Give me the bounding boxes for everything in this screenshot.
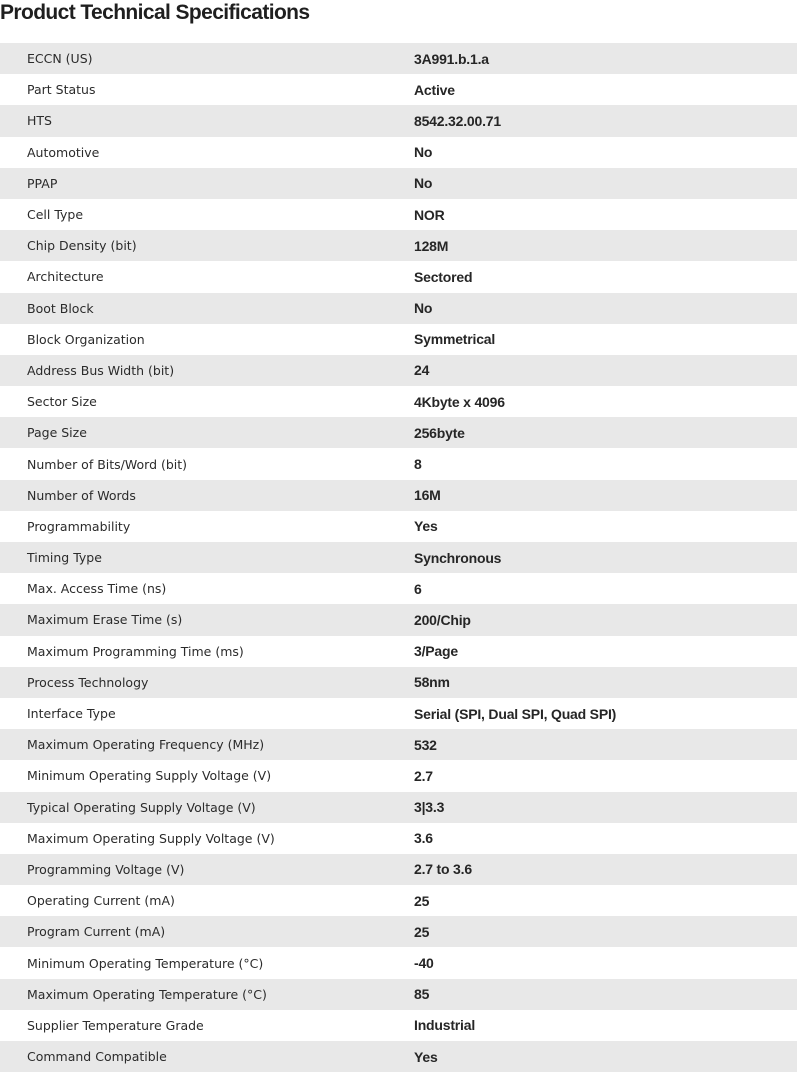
spec-label: Program Current (mA) xyxy=(27,924,166,940)
spec-value: 2.7 xyxy=(414,767,433,784)
spec-value: Sectored xyxy=(414,268,473,285)
spec-row xyxy=(0,199,797,230)
spec-label: Maximum Operating Supply Voltage (V) xyxy=(27,830,275,846)
spec-label: HTS xyxy=(27,113,52,129)
spec-value: 24 xyxy=(414,362,430,379)
spec-value: 256byte xyxy=(414,424,465,441)
spec-row xyxy=(0,792,797,823)
spec-value: 532 xyxy=(414,736,437,753)
spec-value: 3A991.b.1.a xyxy=(414,50,489,67)
spec-row xyxy=(0,43,797,74)
spec-label: Part Status xyxy=(27,82,96,98)
spec-label: Minimum Operating Temperature (°C) xyxy=(27,955,264,971)
spec-label: Max. Access Time (ns) xyxy=(27,581,167,597)
spec-row xyxy=(0,293,797,324)
spec-value: 6 xyxy=(414,580,422,597)
spec-row xyxy=(0,604,797,635)
spec-label: Maximum Operating Frequency (MHz) xyxy=(27,737,265,753)
spec-value: -40 xyxy=(414,955,434,972)
spec-row xyxy=(0,74,797,105)
spec-value: 128M xyxy=(414,237,449,254)
spec-value: 2.7 to 3.6 xyxy=(414,861,472,878)
spec-label: Boot Block xyxy=(27,300,94,316)
spec-value: 3/Page xyxy=(414,643,458,660)
spec-label: Timing Type xyxy=(27,550,102,566)
spec-label: Programmability xyxy=(27,518,131,534)
spec-value: No xyxy=(414,175,433,192)
spec-label: Command Compatible xyxy=(27,1049,167,1065)
spec-row xyxy=(0,355,797,386)
spec-label: Page Size xyxy=(27,425,87,441)
spec-row xyxy=(0,916,797,947)
spec-label: Operating Current (mA) xyxy=(27,893,175,909)
spec-label: Interface Type xyxy=(27,706,116,722)
spec-value: NOR xyxy=(414,206,445,223)
spec-row xyxy=(0,230,797,261)
spec-value: 85 xyxy=(414,986,430,1003)
spec-label: Supplier Temperature Grade xyxy=(27,1017,204,1033)
spec-row xyxy=(0,729,797,760)
spec-label: Maximum Operating Temperature (°C) xyxy=(27,986,267,1002)
spec-row xyxy=(0,667,797,698)
spec-row xyxy=(0,105,797,136)
spec-row xyxy=(0,511,797,542)
spec-table xyxy=(0,43,797,1072)
spec-value: 25 xyxy=(414,892,430,909)
spec-label: Sector Size xyxy=(27,394,97,410)
spec-row xyxy=(0,417,797,448)
spec-label: ECCN (US) xyxy=(27,51,93,67)
spec-value: 8 xyxy=(414,456,422,473)
spec-value: Yes xyxy=(414,1048,438,1065)
spec-row xyxy=(0,542,797,573)
spec-value: 3|3.3 xyxy=(414,799,445,816)
spec-value: Symmetrical xyxy=(414,331,496,348)
spec-value: Synchronous xyxy=(414,549,502,566)
spec-label: Architecture xyxy=(27,269,104,285)
spec-row xyxy=(0,168,797,199)
spec-value: Serial (SPI, Dual SPI, Quad SPI) xyxy=(414,705,617,722)
spec-row xyxy=(0,885,797,916)
spec-value: 58nm xyxy=(414,674,450,691)
spec-label: Minimum Operating Supply Voltage (V) xyxy=(27,768,272,784)
spec-value: No xyxy=(414,144,433,161)
spec-row xyxy=(0,1010,797,1041)
spec-row xyxy=(0,854,797,885)
spec-value: Active xyxy=(414,81,455,98)
spec-value: 4Kbyte x 4096 xyxy=(414,393,505,410)
spec-label: Block Organization xyxy=(27,331,145,347)
spec-table-body xyxy=(0,43,797,1072)
spec-row xyxy=(0,947,797,978)
spec-value: 16M xyxy=(414,487,441,504)
spec-row xyxy=(0,573,797,604)
spec-label: Typical Operating Supply Voltage (V) xyxy=(27,799,256,815)
spec-row xyxy=(0,137,797,168)
spec-value: 3.6 xyxy=(414,830,433,847)
spec-label: Process Technology xyxy=(27,674,149,690)
spec-row xyxy=(0,386,797,417)
spec-row xyxy=(0,1041,797,1072)
spec-value: Industrial xyxy=(414,1017,476,1034)
spec-row xyxy=(0,636,797,667)
spec-label: Programming Voltage (V) xyxy=(27,861,185,877)
spec-row xyxy=(0,261,797,292)
spec-label: Maximum Programming Time (ms) xyxy=(27,643,244,659)
spec-value: Yes xyxy=(414,518,438,535)
spec-label: Number of Bits/Word (bit) xyxy=(27,456,188,472)
spec-value: 8542.32.00.71 xyxy=(414,112,501,129)
spec-label: Chip Density (bit) xyxy=(27,238,137,254)
spec-row xyxy=(0,823,797,854)
page-title: Product Technical Specifications xyxy=(0,1,310,24)
spec-row xyxy=(0,480,797,511)
spec-value: 25 xyxy=(414,923,430,940)
spec-value: No xyxy=(414,300,433,317)
spec-row xyxy=(0,698,797,729)
spec-row xyxy=(0,760,797,791)
spec-row xyxy=(0,324,797,355)
spec-row xyxy=(0,979,797,1010)
spec-row xyxy=(0,448,797,479)
spec-label: PPAP xyxy=(27,175,58,191)
spec-label: Address Bus Width (bit) xyxy=(27,362,175,378)
spec-label: Number of Words xyxy=(27,487,136,503)
spec-label: Cell Type xyxy=(27,207,84,223)
spec-value: 200/Chip xyxy=(414,611,471,628)
spec-label: Automotive xyxy=(27,144,100,160)
spec-label: Maximum Erase Time (s) xyxy=(27,612,183,628)
